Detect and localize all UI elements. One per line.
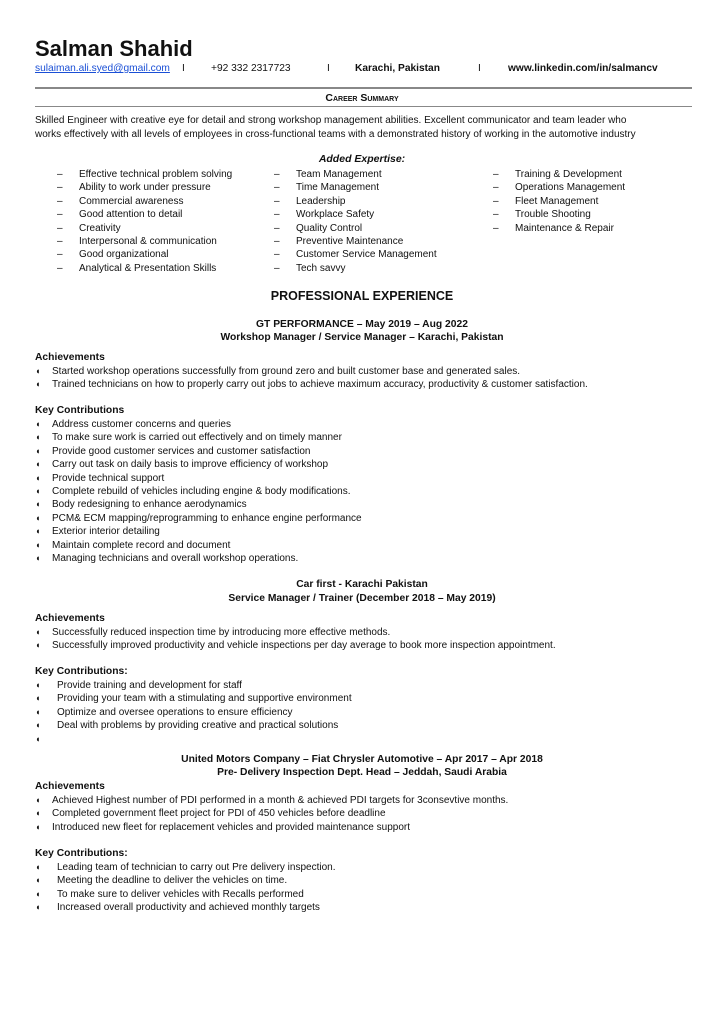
expertise-item [57,208,232,221]
expertise-label: Good attention to detail [79,209,183,221]
contribution-item [35,472,362,485]
achievements-heading: Achievements [35,781,105,792]
bullet-text: Achieved Highest number of PDI performed in a month & achieved PDI targets for 3consevtive months. [52,795,509,806]
expertise-column-3 [493,168,625,235]
expertise-item [493,168,625,181]
achievement-item [35,807,508,820]
expertise-label: Team Management [296,169,382,180]
contact-line [35,63,690,77]
achievements-list [35,794,508,834]
dash-marker: – [57,195,63,207]
dash-marker: – [274,236,280,248]
bullet-marker: ◖ [35,366,41,376]
expertise-item [57,235,232,248]
expertise-label: Effective technical problem solving [79,169,233,180]
expertise-item [274,248,437,261]
bullet-marker: ◖ [35,379,41,390]
expertise-label: Preventive Maintenance [296,236,404,248]
bullet-text: To make sure work is carried out effectively and on timely manner [52,432,342,444]
expertise-label: Analytical & Presentation Skills [79,262,217,274]
bullet-marker: ◖ [35,706,41,717]
bullet-text: Maintain complete record and document [52,539,231,551]
location: Karachi, Pakistan [355,63,440,74]
dash-marker: – [493,222,499,234]
bullet-marker: ◖ [35,472,41,483]
expertise-column-1 [57,168,232,275]
expertise-label: Good organizational [79,249,169,261]
contribution-item [35,445,362,458]
key-contributions-heading: Key Contributions [35,405,125,416]
top-divider [35,87,692,89]
dash-marker: – [274,169,280,180]
contribution-item [35,679,352,692]
bullet-text: Address customer concerns and queries [52,419,231,430]
bullet-text: To make sure to deliver vehicles with Recalls performed [57,888,304,900]
expertise-item [493,181,625,194]
expertise-item [274,222,437,235]
bullet-marker: ◖ [35,552,41,563]
expertise-item [493,195,625,208]
bullet-marker: ◖ [35,526,41,537]
bullet-marker: ◖ [35,888,41,899]
dash-marker: – [57,249,63,261]
expertise-item [274,195,437,208]
bullet-text: Provide technical support [52,472,165,484]
contribution-item [35,485,362,498]
expertise-item [57,168,232,181]
contribution-item [35,525,362,538]
dash-marker: – [493,209,499,221]
expertise-item [274,168,437,181]
contact-separator: I [478,63,481,74]
achievement-item [35,365,588,378]
bullet-marker: ◖ [35,459,41,470]
expertise-label: Tech savvy [296,262,346,274]
bullet-text: Carry out task on daily basis to improve efficiency of workshop [52,459,329,471]
expertise-item [493,208,625,221]
achievement-item [35,378,588,391]
contribution-item [35,733,352,746]
summary-divider [35,106,692,107]
achievement-item [35,794,508,807]
job-company-line: United Motors Company – Fiat Chrysler Automotive – Apr 2017 – Apr 2018 [181,754,543,765]
achievements-list [35,365,588,392]
expertise-item [57,181,232,194]
expertise-item [274,181,437,194]
expertise-label: Workplace Safety [296,209,375,221]
bullet-text: Optimize and oversee operations to ensure efficiency [57,706,293,718]
bullet-text: Successfully improved productivity and vehicle inspections per day average to book more inspection appointment. [52,640,556,652]
bullet-marker: ◖ [35,512,41,523]
job-role-line: Pre- Delivery Inspection Dept. Head – Jeddah, Saudi Arabia [217,767,507,778]
bullet-marker: ◖ [35,902,41,913]
expertise-item [57,195,232,208]
expertise-column-2 [274,168,437,275]
expertise-item [57,248,232,261]
bullet-text: Started workshop operations successfully from ground zero and built customer base and generated sales. [52,366,521,377]
contribution-item [35,692,352,705]
dash-marker: – [57,236,63,248]
expertise-label: Interpersonal & communication [79,236,217,248]
expertise-label: Training & Development [515,169,622,180]
contribution-item [35,418,362,431]
expertise-label: Leadership [296,195,346,207]
contribution-item [35,901,336,914]
expertise-label: Creativity [79,222,121,234]
job-company-line: Car first - Karachi Pakistan [296,579,428,590]
expertise-item [274,208,437,221]
career-summary-heading: Career Summary [325,92,399,104]
dash-marker: – [274,262,280,274]
bullet-marker: ◖ [35,485,41,496]
bullet-marker: ◖ [35,875,41,886]
expertise-label: Time Management [296,182,379,194]
key-contributions-list [35,418,362,565]
bullet-marker: ◖ [35,693,41,704]
contribution-item [35,512,362,525]
bullet-text: Providing your team with a stimulating and supportive environment [57,693,352,705]
contribution-item [35,719,352,732]
contribution-item [35,431,362,444]
bullet-marker: ◖ [35,640,41,651]
added-expertise-heading: Added Expertise: [318,153,406,165]
bullet-text: Meeting the deadline to deliver the vehicles on time. [57,875,288,887]
bullet-text: Successfully reduced inspection time by introducing more effective methods. [52,627,391,638]
dash-marker: – [57,262,63,274]
contribution-item [35,874,336,887]
expertise-label: Operations Management [515,182,626,194]
phone-number: +92 332 2317723 [211,63,291,74]
contribution-item [35,706,352,719]
bullet-text: Exterior interior detailing [52,526,160,538]
contact-separator: I [182,63,185,74]
contribution-item [35,458,362,471]
dash-marker: – [274,209,280,221]
bullet-marker: ◖ [35,808,41,819]
bullet-text: Introduced new fleet for replacement vehicles and provided maintenance support [52,821,410,833]
contribution-item [35,552,362,565]
job-company-line: GT PERFORMANCE – May 2019 – Aug 2022 [256,319,468,330]
bullet-marker: ◖ [35,720,41,731]
summary-line: works effectively with all levels of employees in cross-functional teams with a demonstrated history of working in the automotive industry [35,129,636,140]
dash-marker: – [57,222,63,234]
dash-marker: – [274,222,280,234]
bullet-text: Managing technicians and overall workshop operations. [52,552,299,564]
expertise-label: Quality Control [296,222,363,234]
achievement-item [35,626,556,639]
bullet-text: Deal with problems by providing creative and practical solutions [57,720,339,732]
key-contributions-list [35,679,352,746]
dash-marker: – [57,182,63,194]
bullet-text: Completed government fleet project for PDI of 450 vehicles before deadline [52,808,386,820]
linkedin-link[interactable]: www.linkedin.com/in/salmancv [508,63,658,74]
contribution-item [35,861,336,874]
bullet-marker: ◖ [35,432,41,443]
candidate-name: Salman Shahid [35,36,193,61]
bullet-marker: ◖ [35,733,41,744]
bullet-text: PCM& ECM mapping/reprogramming to enhance engine performance [52,512,362,524]
expertise-label: Fleet Management [515,195,599,207]
achievements-list [35,626,556,653]
dash-marker: – [57,209,63,221]
contact-separator: I [327,63,330,74]
dash-marker: – [57,169,63,180]
bullet-text: Provide good customer services and customer satisfaction [52,445,311,457]
bullet-text: Increased overall productivity and achieved monthly targets [57,902,320,914]
summary-line: Skilled Engineer with creative eye for detail and strong workshop management abilities. Excellent communicator and team leader who [35,115,627,126]
key-contributions-heading: Key Contributions: [35,666,128,677]
expertise-item [274,262,437,275]
expertise-item [493,222,625,235]
achievements-heading: Achievements [35,352,105,363]
contribution-item [35,888,336,901]
bullet-marker: ◖ [35,499,41,510]
bullet-text: Leading team of technician to carry out Pre delivery inspection. [57,862,336,873]
expertise-label: Maintenance & Repair [515,222,614,234]
contribution-item [35,539,362,552]
expertise-item [274,235,437,248]
bullet-text: Body redesigning to enhance aerodynamics [52,499,247,511]
bullet-text: Trained technicians on how to properly carry out jobs to achieve maximum accuracy, productivity & customer satisfaction. [52,379,588,391]
bullet-text: Provide training and development for staff [57,680,242,691]
dash-marker: – [274,195,280,207]
bullet-marker: ◖ [35,419,41,429]
job-role-line: Service Manager / Trainer (December 2018 – May 2019) [228,593,496,604]
career-summary-text [35,114,695,142]
expertise-item [57,222,232,235]
dash-marker: – [274,182,280,194]
bullet-marker: ◖ [35,445,41,456]
dash-marker: – [493,182,499,194]
bullet-marker: ◖ [35,795,41,805]
bullet-marker: ◖ [35,862,41,872]
professional-experience-heading: PROFESSIONAL EXPERIENCE [270,289,454,303]
expertise-label: Ability to work under pressure [79,182,211,194]
contribution-item [35,498,362,511]
bullet-text: Complete rebuild of vehicles including engine & body modifications. [52,485,351,497]
job-role-line: Workshop Manager / Service Manager – Karachi, Pakistan [220,332,504,343]
expertise-label: Customer Service Management [296,249,437,261]
achievement-item [35,821,508,834]
achievements-heading: Achievements [35,613,105,624]
expertise-label: Commercial awareness [79,195,184,207]
bullet-marker: ◖ [35,627,41,637]
dash-marker: – [493,169,499,180]
key-contributions-heading: Key Contributions: [35,848,128,859]
key-contributions-list [35,861,336,915]
email-link[interactable]: sulaiman.ali.syed@gmail.com [35,63,170,74]
bullet-marker: ◖ [35,821,41,832]
expertise-label: Trouble Shooting [515,209,591,221]
expertise-item [57,262,232,275]
dash-marker: – [274,249,280,261]
bullet-marker: ◖ [35,539,41,550]
bullet-marker: ◖ [35,680,41,690]
achievement-item [35,639,556,652]
dash-marker: – [493,195,499,207]
